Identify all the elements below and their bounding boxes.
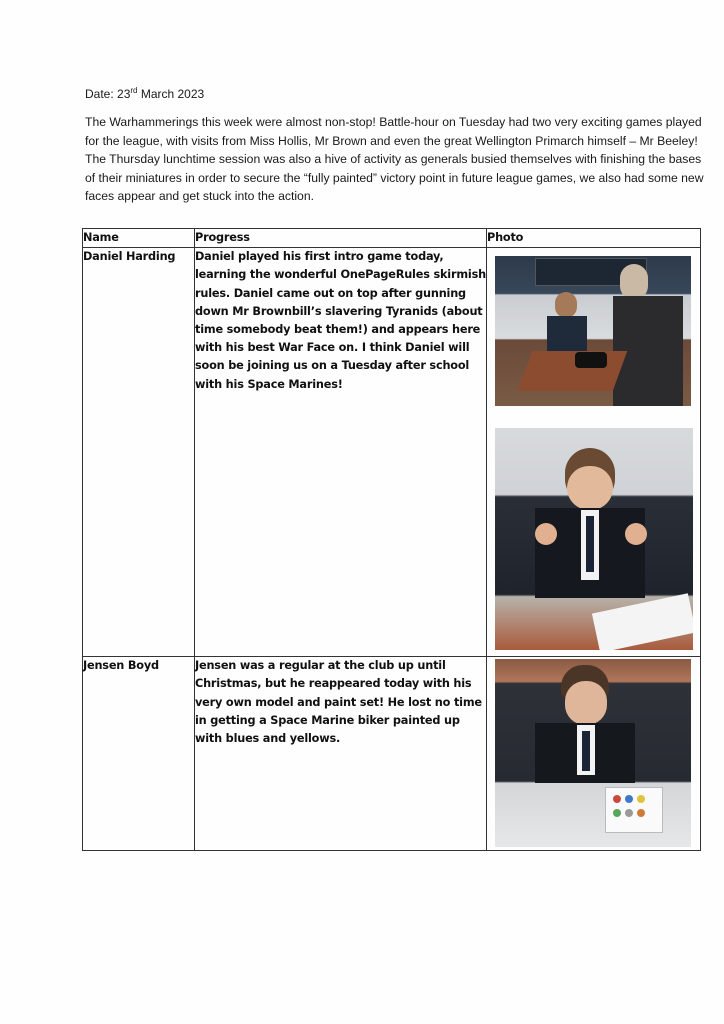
table-header-row <box>83 229 701 248</box>
table-row <box>83 657 701 851</box>
date-line <box>85 86 204 101</box>
photo-cell <box>487 248 701 657</box>
intro-paragraph: The Warhammerings this week were almost non-stop! Battle-hour on Tuesday had two very exciting games played for the league, with visits from Miss Hollis, Mr Brown and even the great Wellington Primarch himself – Mr Beeley! The Thursday lunchtime session was also a hive of activity as generals busied themselves with finishing the bases of their miniatures in order to secure the “fully painted” victory point in future league games, we also had some new faces appear and get stuck into the action. <box>85 115 704 204</box>
student-name: Daniel Harding <box>83 248 195 657</box>
student-name: Jensen Boyd <box>83 657 195 851</box>
progress-table <box>82 228 701 851</box>
header-progress: Progress <box>195 229 487 248</box>
painting-photo <box>495 659 691 847</box>
photo-cell <box>487 657 701 851</box>
header-photo: Photo <box>487 229 701 248</box>
classroom-game-photo <box>495 256 691 406</box>
table-row <box>83 248 701 657</box>
war-face-photo <box>495 428 693 650</box>
progress-text: Daniel played his first intro game today, learning the wonderful OnePageRules skirmish rules. Daniel came out on top after gunning down Mr Brownbill’s slavering Tyranids (about time somebody beat them!) and appears here with his best War Face on. I think Daniel will soon be joining us on a Tuesday after school with his Space Marines! <box>195 248 487 657</box>
date-ordinal: rd <box>130 86 138 95</box>
progress-text: Jensen was a regular at the club up until Christmas, but he reappeared today with his very own model and paint set! He lost no time in getting a Space Marine biker painted up with blues and yellows. <box>195 657 487 851</box>
header-name: Name <box>83 229 195 248</box>
date-prefix: Date: 23 <box>85 87 131 101</box>
date-rest: March 2023 <box>137 87 205 101</box>
